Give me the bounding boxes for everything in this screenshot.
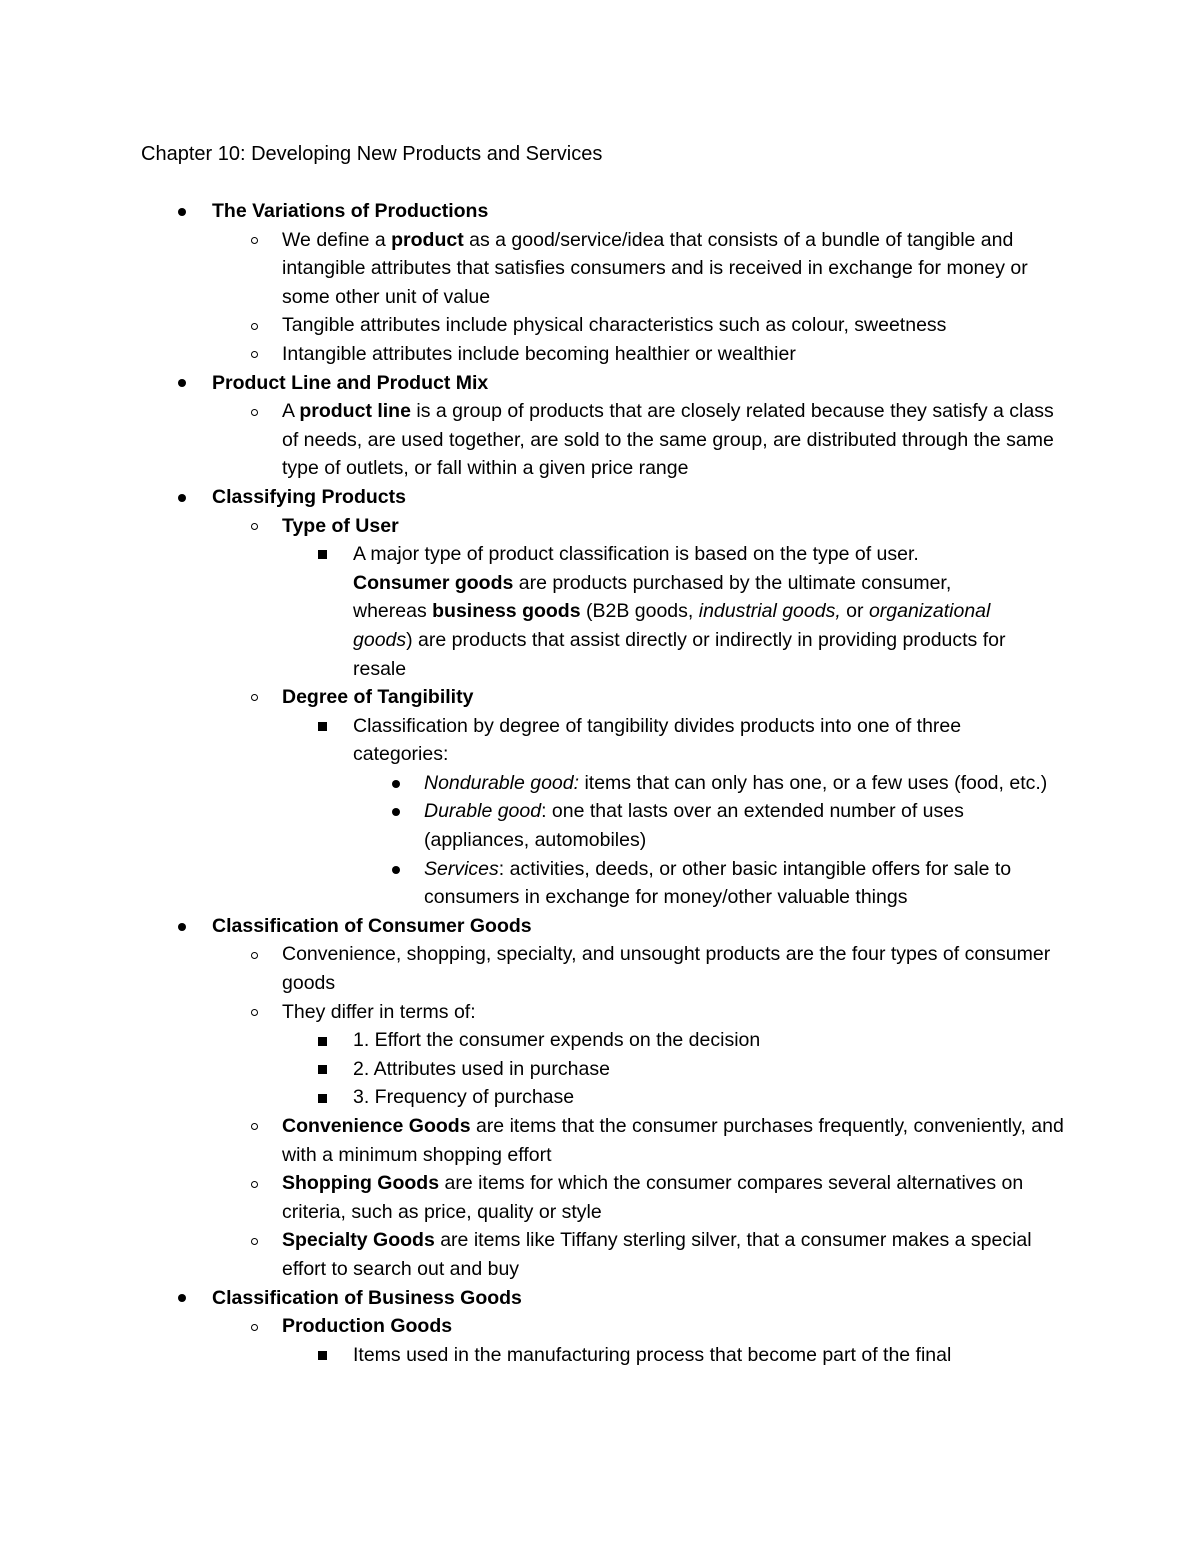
list-item: Specialty Goods are items like Tiffany sterling silver, that a consumer makes a special effort to search out and buy xyxy=(0,1226,1200,1283)
list-item xyxy=(0,512,1200,541)
bullet-ring-icon xyxy=(244,998,264,1027)
bullet-ring-icon xyxy=(244,1312,264,1341)
key-term: product line xyxy=(299,400,411,423)
key-term: Shopping Goods xyxy=(282,1172,440,1195)
bullet-ring-icon xyxy=(244,340,264,369)
subsection-heading: Production Goods xyxy=(282,1315,453,1338)
key-term: business goods xyxy=(432,600,581,623)
bullet-dot-icon xyxy=(386,797,406,826)
list-item: A major type of product classification is based on the type of user. Consumer goods are products purchased by the ultimate consumer, whereas business goods (B2B goods, industrial goods, or organizational goods) are products that assist directly or indirectly in providing products for resale xyxy=(0,540,1200,683)
list-item xyxy=(0,1312,1200,1341)
list-item: They differ in terms of: xyxy=(0,998,1200,1027)
bullet-ring-icon xyxy=(244,311,264,340)
bullet-dot-icon xyxy=(172,912,192,941)
list-item: Intangible attributes include becoming healthier or wealthier xyxy=(0,340,1200,369)
bullet-ring-icon xyxy=(244,397,264,426)
bullet-square-icon xyxy=(312,1026,332,1055)
bullet-dot-icon xyxy=(172,369,192,398)
key-term: Consumer goods xyxy=(353,571,514,594)
section-heading: Product Line and Product Mix xyxy=(212,371,489,394)
section-heading: Classification of Consumer Goods xyxy=(212,914,532,937)
bullet-square-icon xyxy=(312,540,332,569)
key-term: product xyxy=(391,228,464,251)
bullet-square-icon xyxy=(312,712,332,741)
list-item xyxy=(0,483,1200,512)
page-title: Chapter 10: Developing New Products and Services xyxy=(141,143,603,165)
bullet-dot-icon xyxy=(386,855,406,884)
list-item xyxy=(0,197,1200,226)
bullet-square-icon xyxy=(312,1341,332,1370)
bullet-ring-icon xyxy=(244,940,264,969)
bullet-dot-icon xyxy=(172,197,192,226)
key-term: Specialty Goods xyxy=(282,1229,435,1252)
bullet-ring-icon xyxy=(244,1112,264,1141)
bullet-square-icon xyxy=(312,1083,332,1112)
list-item: Durable good: one that lasts over an extended number of uses (appliances, automobiles) xyxy=(0,797,1200,854)
subsection-heading: Type of User xyxy=(282,514,399,537)
bullet-ring-icon xyxy=(244,1169,264,1198)
list-item xyxy=(0,369,1200,398)
bullet-ring-icon xyxy=(244,512,264,541)
bullet-dot-icon xyxy=(386,769,406,798)
list-item: 2. Attributes used in purchase xyxy=(0,1055,1200,1084)
list-item xyxy=(0,683,1200,712)
bullet-ring-icon xyxy=(244,226,264,255)
bullet-dot-icon xyxy=(172,1284,192,1313)
list-item: Convenience Goods are items that the consumer purchases frequently, conveniently, and with a minimum shopping effort xyxy=(0,1112,1200,1169)
list-item xyxy=(0,912,1200,941)
list-item: Convenience, shopping, specialty, and unsought products are the four types of consumer goods xyxy=(0,940,1200,997)
list-item: Services: activities, deeds, or other basic intangible offers for sale to consumers in exchange for money/other valuable things xyxy=(0,855,1200,912)
list-item: 1. Effort the consumer expends on the decision xyxy=(0,1026,1200,1055)
list-item: Classification by degree of tangibility divides products into one of three categories: xyxy=(0,712,1200,769)
list-item: A product line is a group of products that are closely related because they satisfy a class of needs, are used together, are sold to the same group, are distributed through the same type of outlets, or fall within a given price range xyxy=(0,397,1200,483)
bullet-ring-icon xyxy=(244,683,264,712)
list-item: Shopping Goods are items for which the consumer compares several alternatives on criteria, such as price, quality or style xyxy=(0,1169,1200,1226)
list-item xyxy=(0,1284,1200,1313)
list-item: Tangible attributes include physical characteristics such as colour, sweetness xyxy=(0,311,1200,340)
section-heading: Classification of Business Goods xyxy=(212,1286,522,1309)
section-heading: Classifying Products xyxy=(212,485,406,508)
subsection-heading: Degree of Tangibility xyxy=(282,686,474,709)
document-body xyxy=(0,197,1200,1369)
bullet-square-icon xyxy=(312,1055,332,1084)
bullet-ring-icon xyxy=(244,1226,264,1255)
section-heading: The Variations of Productions xyxy=(212,200,489,222)
list-item: Items used in the manufacturing process that become part of the final xyxy=(0,1341,1200,1370)
list-item: 3. Frequency of purchase xyxy=(0,1083,1200,1112)
list-item: We define a product as a good/service/idea that consists of a bundle of tangible and intangible attributes that satisfies consumers and is received in exchange for money or some other unit of value xyxy=(0,226,1200,312)
list-item: Nondurable good: items that can only has one, or a few uses (food, etc.) xyxy=(0,769,1200,798)
bullet-dot-icon xyxy=(172,483,192,512)
key-term: Convenience Goods xyxy=(282,1115,471,1137)
